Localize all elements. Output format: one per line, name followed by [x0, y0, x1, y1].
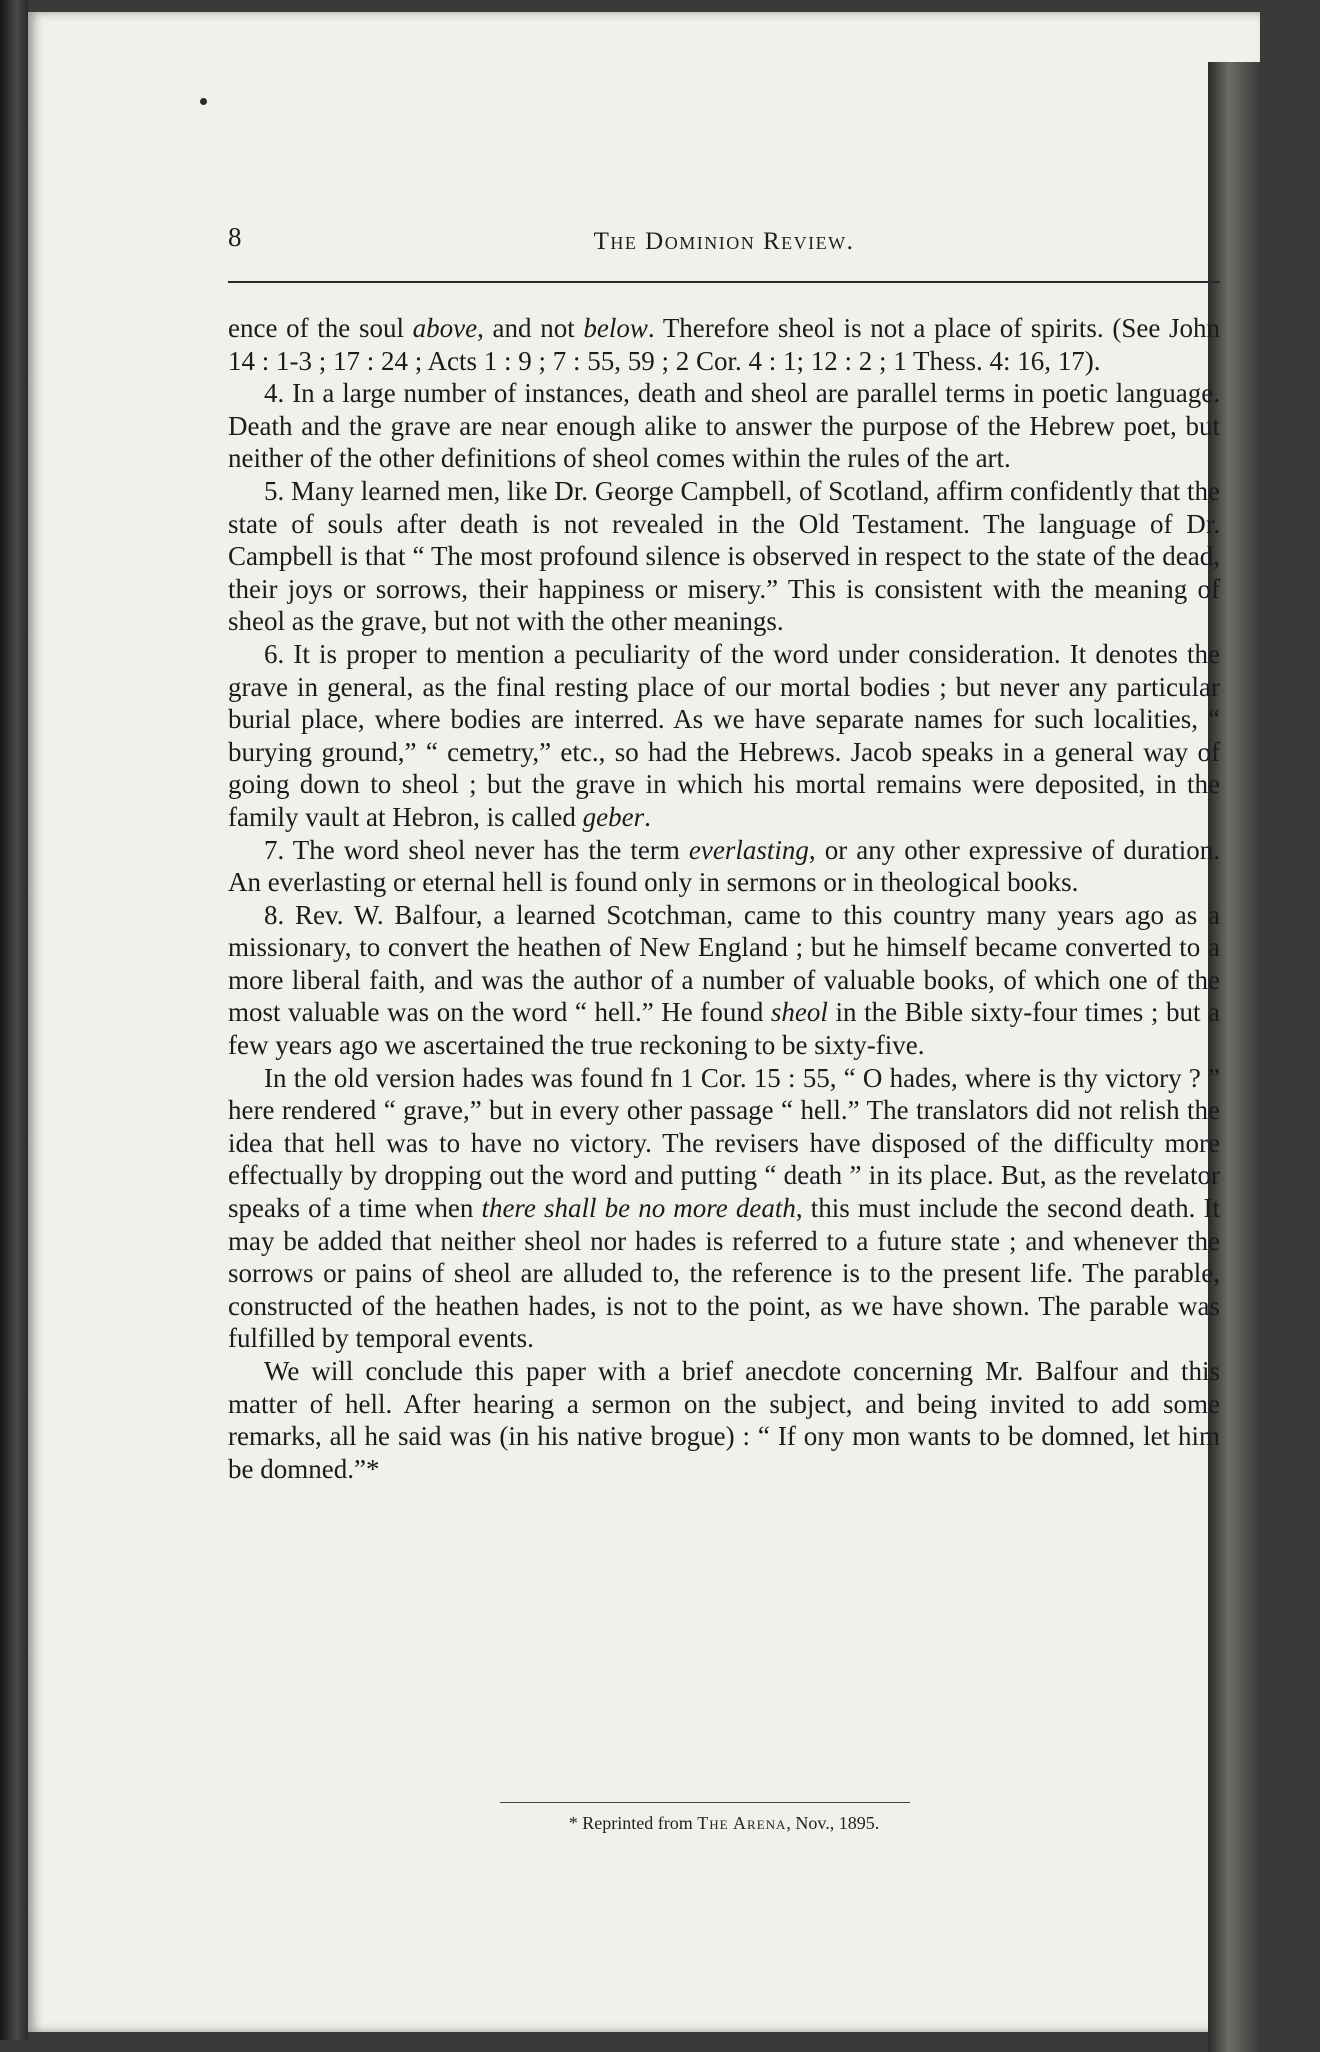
footnote — [228, 1813, 1220, 1834]
page-number: 8 — [228, 222, 242, 252]
footnote-prefix: * Reprinted from — [568, 1813, 698, 1833]
text-segment: 7. The word sheol never has the term — [264, 834, 689, 865]
text-segment: . Therefore sheol is not a place of spirits. (See John 14 : 1-3 ; 17 : 24 ; Acts 1 : 9 ; 7 : 55, 59 ; 2 Cor. 4 : 1; 12 : 2 ; 1 Thess. 4: 16, 17). — [228, 313, 1220, 376]
scan-left-edge — [0, 0, 28, 2040]
paragraph — [228, 834, 1220, 899]
paragraph — [228, 312, 1220, 377]
italic-text: above — [412, 313, 478, 343]
header-rule — [228, 281, 1220, 283]
paragraph — [228, 475, 1220, 638]
stray-mark — [200, 98, 207, 105]
paragraph — [228, 377, 1220, 475]
body-text — [228, 312, 1220, 1485]
text-segment: , or any other expressive of duration. An everlasting or eternal hell is found only in sermons or in theological books. — [228, 834, 1220, 898]
text-segment: ence of the soul — [228, 313, 413, 343]
text-segment: In the old version hades was found fn 1 Cor. 15 : 55, “ O hades, where is thy victory ? ” here rendered “ grave,” but in every other passage “ hell.” The translators did not relish the idea that hell was to have no victory. The revisers have disposed of the difficulty more effectually by dropping out the word and putting “ death ” in its place. But, as the revelator speaks of a time when — [228, 1062, 1220, 1224]
paragraph — [228, 1062, 1220, 1355]
text-segment: 8. Rev. W. Balfour, a learned Scotchman, came to this country many years ago as a missionary, to convert the heathen of New England ; but he himself became converted to a more liberal faith, and was the author of a number of valuable books, of which one of the most valuable was on the word “ hell.” He found — [228, 899, 1220, 1028]
page-header — [228, 222, 1220, 272]
footnote-source: The Arena — [697, 1813, 787, 1833]
paragraph — [228, 638, 1220, 834]
text-segment: . — [644, 801, 651, 832]
italic-text: everlasting — [688, 834, 809, 865]
text-segment: We will conclude this paper with a brief anecdote concerning Mr. Balfour and this matter of hell. After hearing a sermon on the subject, and being invited to add some remarks, all he said was (in his native brogue) : “ If ony mon wants to be domned, let him be domned.”* — [228, 1356, 1220, 1484]
text-segment: in the Bible sixty-four times ; but a few years ago we ascertained the true reckoning to be sixty-five. — [228, 997, 1221, 1061]
running-title: The Dominion Review. — [593, 228, 855, 255]
text-segment: 6. It is proper to mention a peculiarity of the word under consideration. It denotes the grave in general, as the final resting place of our mortal bodies ; but never any particular burial place, where bodies are interred. As we have separate names for such localities, “ burying ground,” “ cemetry,” etc., so had the Hebrews. Jacob speaks in a general way of going down to sheol ; but the grave in which his mortal remains were deposited, in the family vault at Hebron, is called — [228, 638, 1220, 832]
italic-text: there shall be no more death — [481, 1193, 796, 1224]
italic-text: below — [583, 313, 648, 343]
text-segment: 5. Many learned men, like Dr. George Campbell, of Scotland, affirm confidently that the state of souls after death is not revealed in the Old Testament. The language of Dr. Campbell is that “ The most profound silence is observed in respect to the state of the dead, their joys or sorrows, their happiness or misery.” This is consistent with the meaning of sheol as the grave, but not with the other meanings. — [228, 475, 1220, 637]
italic-text: sheol — [770, 997, 828, 1028]
footnote-suffix: , Nov., 1895. — [786, 1813, 880, 1833]
footnote-rule — [500, 1802, 910, 1803]
text-segment: , this must include the second death. It may be added that neither sheol nor hades is referred to a future state ; and whenever the sorrows or pains of sheol are alluded to, the reference is to the present life. The parable, constructed of the heathen hades, is not to the point, as we have shown. The parable was fulfilled by temporal events. — [228, 1193, 1220, 1354]
paragraph — [228, 899, 1220, 1062]
paragraph — [228, 1355, 1220, 1485]
text-segment: 4. In a large number of instances, death and sheol are parallel terms in poetic language. Death and the grave are near enough alike to answer the purpose of the Hebrew poet, but neither of the other definitions of sheol comes within the rules of the art. — [228, 378, 1220, 474]
italic-text: geber — [582, 801, 645, 832]
text-segment: , and not — [477, 313, 584, 343]
